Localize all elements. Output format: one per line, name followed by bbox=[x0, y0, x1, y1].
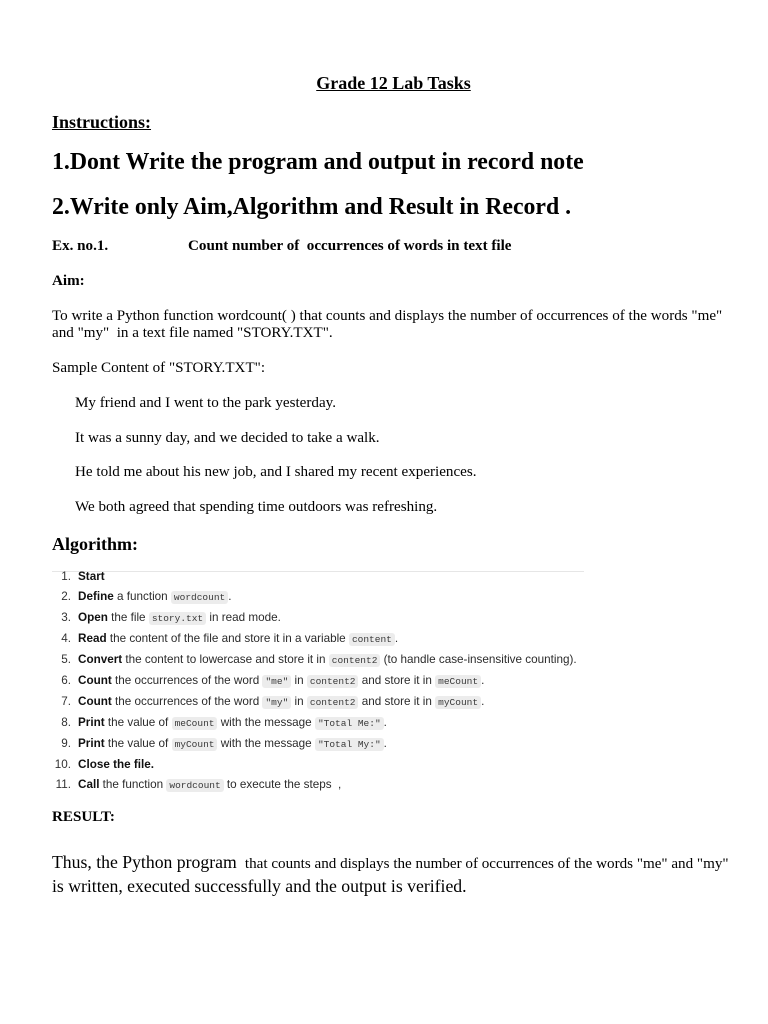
step-text: . bbox=[481, 694, 485, 708]
sample-line: He told me about his new job, and I shared my recent experiences. bbox=[75, 464, 477, 480]
step-keyword: Count bbox=[78, 694, 112, 708]
inline-code: wordcount bbox=[166, 779, 223, 792]
algorithm-heading: Algorithm: bbox=[52, 534, 138, 554]
step-text: (to handle case-insensitive counting). bbox=[380, 653, 577, 667]
algorithm-step bbox=[52, 650, 577, 671]
result-text-lead: Thus, the Python program bbox=[52, 852, 242, 872]
step-text: the function bbox=[99, 778, 167, 792]
step-keyword: Print bbox=[78, 715, 105, 729]
step-text: the file bbox=[107, 611, 149, 625]
step-text: . bbox=[228, 590, 232, 604]
step-number: 10. bbox=[54, 757, 71, 771]
step-text: the value of bbox=[104, 736, 172, 750]
step-keyword: Count bbox=[78, 673, 112, 687]
step-text: in bbox=[291, 694, 307, 708]
step-number: 4. bbox=[61, 632, 71, 646]
step-keyword: Print bbox=[78, 736, 105, 750]
step-keyword: Read bbox=[78, 632, 107, 646]
step-keyword: Convert bbox=[78, 653, 123, 667]
step-keyword: Close the file. bbox=[78, 757, 154, 771]
step-text: the occurrences of the word bbox=[111, 673, 263, 687]
algorithm-step bbox=[52, 671, 577, 692]
step-keyword: Define bbox=[78, 590, 114, 604]
step-number: 11. bbox=[55, 778, 71, 792]
algorithm-step bbox=[52, 608, 577, 629]
result-text-end: is written, executed successfully and the output is verified. bbox=[52, 876, 467, 896]
algorithm-step bbox=[52, 587, 577, 608]
algorithm-list bbox=[52, 567, 577, 797]
step-text: with the message bbox=[217, 715, 315, 729]
step-text: and store it in bbox=[358, 673, 436, 687]
algorithm-step bbox=[52, 567, 577, 588]
step-number: 7. bbox=[61, 694, 71, 708]
aim-text: To write a Python function wordcount( ) that counts and displays the number of occurrences of the words "me" and "my" in a text file named "STORY.TXT". bbox=[52, 307, 726, 341]
result-text-middle: that counts and displays the number of occurrences of the words "me" and "my" bbox=[241, 856, 729, 872]
inline-code: wordcount bbox=[171, 591, 228, 604]
step-keyword: Call bbox=[78, 778, 100, 792]
aim-heading: Aim: bbox=[52, 273, 85, 289]
inline-code: myCount bbox=[172, 738, 218, 751]
step-number: 5. bbox=[61, 653, 71, 667]
sample-line: My friend and I went to the park yesterday. bbox=[75, 395, 336, 411]
step-number: 9. bbox=[61, 736, 71, 750]
algorithm-step bbox=[52, 755, 577, 776]
step-text: . bbox=[394, 632, 399, 646]
step-number: 8. bbox=[61, 715, 71, 729]
step-text: and store it in bbox=[358, 694, 436, 708]
step-number: 1. bbox=[61, 569, 71, 583]
page-title: Grade 12 Lab Tasks bbox=[316, 73, 471, 93]
step-text: with the message bbox=[217, 736, 315, 750]
inline-code: myCount bbox=[435, 696, 481, 709]
inline-code: "Total My:" bbox=[315, 738, 384, 751]
instruction-item: 2.Write only Aim,Algorithm and Result in Record . bbox=[52, 194, 572, 220]
step-number: 6. bbox=[61, 673, 71, 687]
inline-code: "my" bbox=[262, 696, 291, 709]
inline-code: "me" bbox=[262, 675, 291, 688]
step-text: the value of bbox=[104, 715, 172, 729]
step-number: 3. bbox=[61, 611, 71, 625]
inline-code: content2 bbox=[307, 696, 359, 709]
sample-line: We both agreed that spending time outdoors was refreshing. bbox=[75, 499, 438, 515]
step-text: in read mode. bbox=[206, 611, 281, 625]
algorithm-step bbox=[52, 692, 577, 713]
step-text: . bbox=[383, 715, 387, 729]
algorithm-step bbox=[52, 629, 577, 650]
instructions-heading: Instructions: bbox=[52, 112, 152, 132]
step-text: to execute the steps , bbox=[223, 778, 342, 792]
step-number: 2. bbox=[61, 590, 71, 604]
result-text bbox=[52, 851, 735, 899]
step-text: the occurrences of the word bbox=[111, 694, 263, 708]
step-keyword: Open bbox=[78, 611, 108, 625]
exercise-title: Count number of occurrences of words in text file bbox=[188, 238, 512, 254]
inline-code: story.txt bbox=[149, 612, 206, 625]
step-text: the content to lowercase and store it in bbox=[122, 653, 329, 667]
sample-content-label: Sample Content of "STORY.TXT": bbox=[52, 360, 266, 376]
algorithm-step bbox=[52, 713, 577, 734]
step-text: the content of the file and store it in a variable bbox=[106, 632, 349, 646]
algorithm-step bbox=[52, 775, 577, 796]
exercise-number: Ex. no.1. bbox=[52, 238, 109, 254]
step-text: . bbox=[481, 673, 485, 687]
instruction-item: 1.Dont Write the program and output in record note bbox=[52, 149, 584, 175]
inline-code: content2 bbox=[329, 654, 381, 667]
sample-line: It was a sunny day, and we decided to take a walk. bbox=[75, 429, 380, 446]
step-keyword: Start bbox=[78, 569, 105, 583]
inline-code: meCount bbox=[435, 675, 481, 688]
inline-code: meCount bbox=[172, 717, 218, 730]
inline-code: content2 bbox=[307, 675, 359, 688]
algorithm-step bbox=[52, 734, 577, 755]
result-heading: RESULT: bbox=[52, 809, 115, 825]
inline-code: content bbox=[349, 633, 395, 646]
step-text: . bbox=[383, 736, 387, 750]
step-text: in bbox=[291, 673, 307, 687]
step-text: a function bbox=[113, 590, 171, 604]
inline-code: "Total Me:" bbox=[315, 717, 384, 730]
